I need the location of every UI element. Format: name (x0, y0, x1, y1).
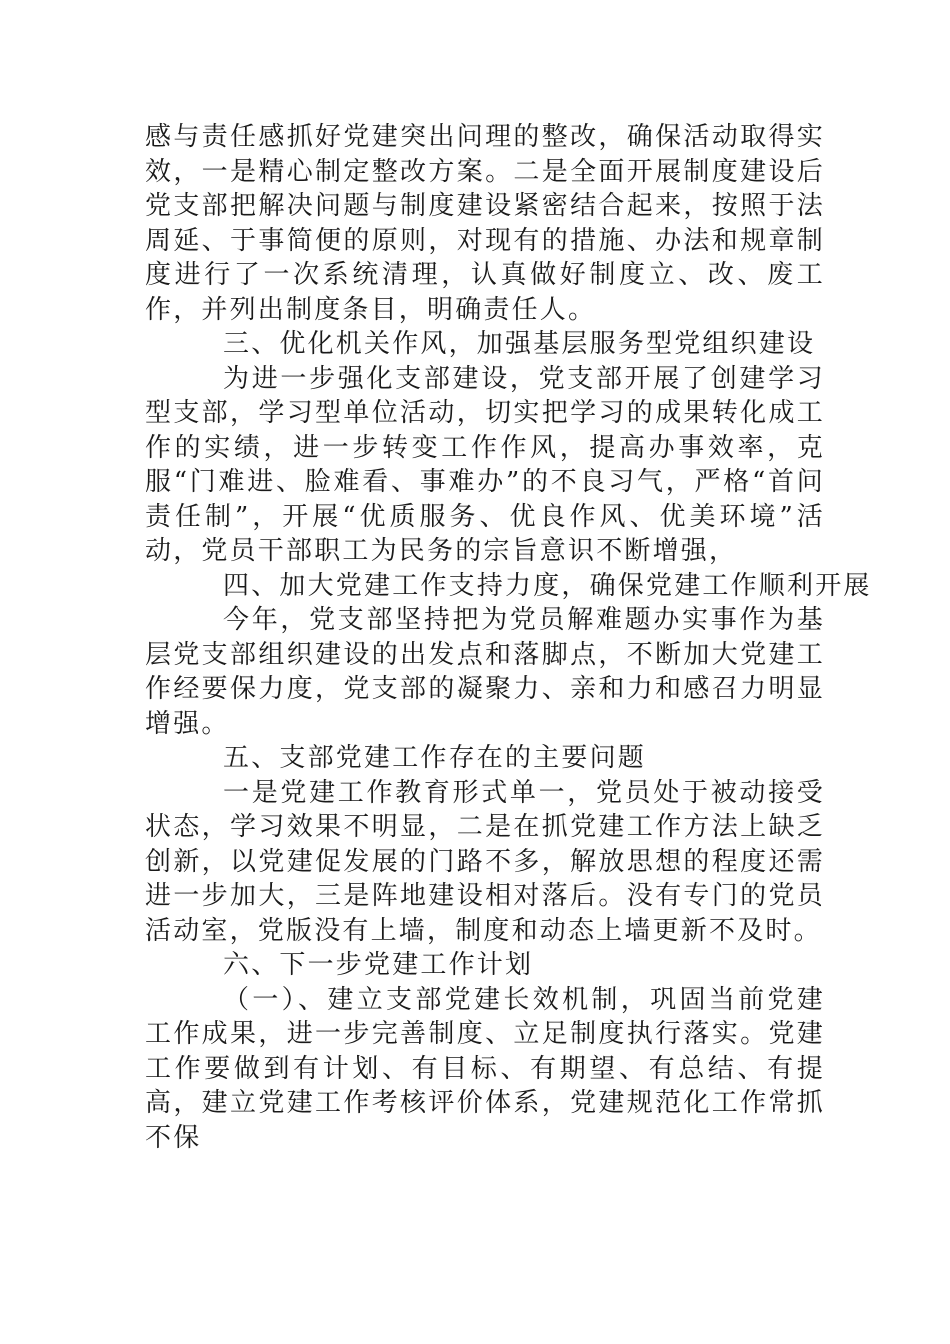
heading-section-three: 三、优化机关作风，加强基层服务型党组织建设 (223, 329, 816, 359)
heading-section-six: 六、下一步党建工作计划 (223, 950, 534, 980)
heading-section-five: 五、支部党建工作存在的主要问题 (223, 743, 647, 773)
paragraph-rectification-continued: 感与责任感抓好党建突出问理的整改，确保活动取得实效，一是精心制定整改方案。二是全面开展制度建设后党支部把解决问题与制度建设紧密结合起来，按照于法周延、于事简便的原则，对现有的措施、办法和规章制度进行了一次系统清理，认真做好制度立、改、废工作，并列出制度条目，明确责任人。 (145, 122, 825, 325)
paragraph-learning-organization: 为进一步强化支部建设，党支部开展了创建学习型支部，学习型单位活动，切实把学习的成果转化成工作的实绩，进一步转变工作作风，提高办事效率，克服“门难进、脸难看、事难办”的不良习气，严格“首问责任制”，开展“优质服务、优良作风、优美环境”活动，党员干部职工为民务的宗旨意识不断增强， (145, 363, 825, 566)
paragraph-next-step-plan: （一）、建立支部党建长效机制，巩固当前党建工作成果，进一步完善制度、立足制度执行落实。党建工作要做到有计划、有目标、有期望、有总结、有提高，建立党建工作考核评价体系，党建规范化工作常抓不保 (145, 984, 825, 1153)
paragraph-main-problems: 一是党建工作教育形式单一，党员处于被动接受状态，学习效果不明显，二是在抓党建工作方法上缺乏创新，以党建促发展的门路不多，解放思想的程度还需进一步加大，三是阵地建设相对落后。没有专门的党员活动室，党版没有上墙，制度和动态上墙更新不及时。 (145, 777, 825, 946)
paragraph-support-efforts: 今年，党支部坚持把为党员解难题办实事作为基层党支部组织建设的出发点和落脚点，不断加大党建工作经要保力度，党支部的凝聚力、亲和力和感召力明显增强。 (145, 605, 825, 739)
document-body (145, 120, 872, 1155)
heading-section-four: 四、加大党建工作支持力度，确保党建工作顺利开展 (223, 570, 872, 601)
